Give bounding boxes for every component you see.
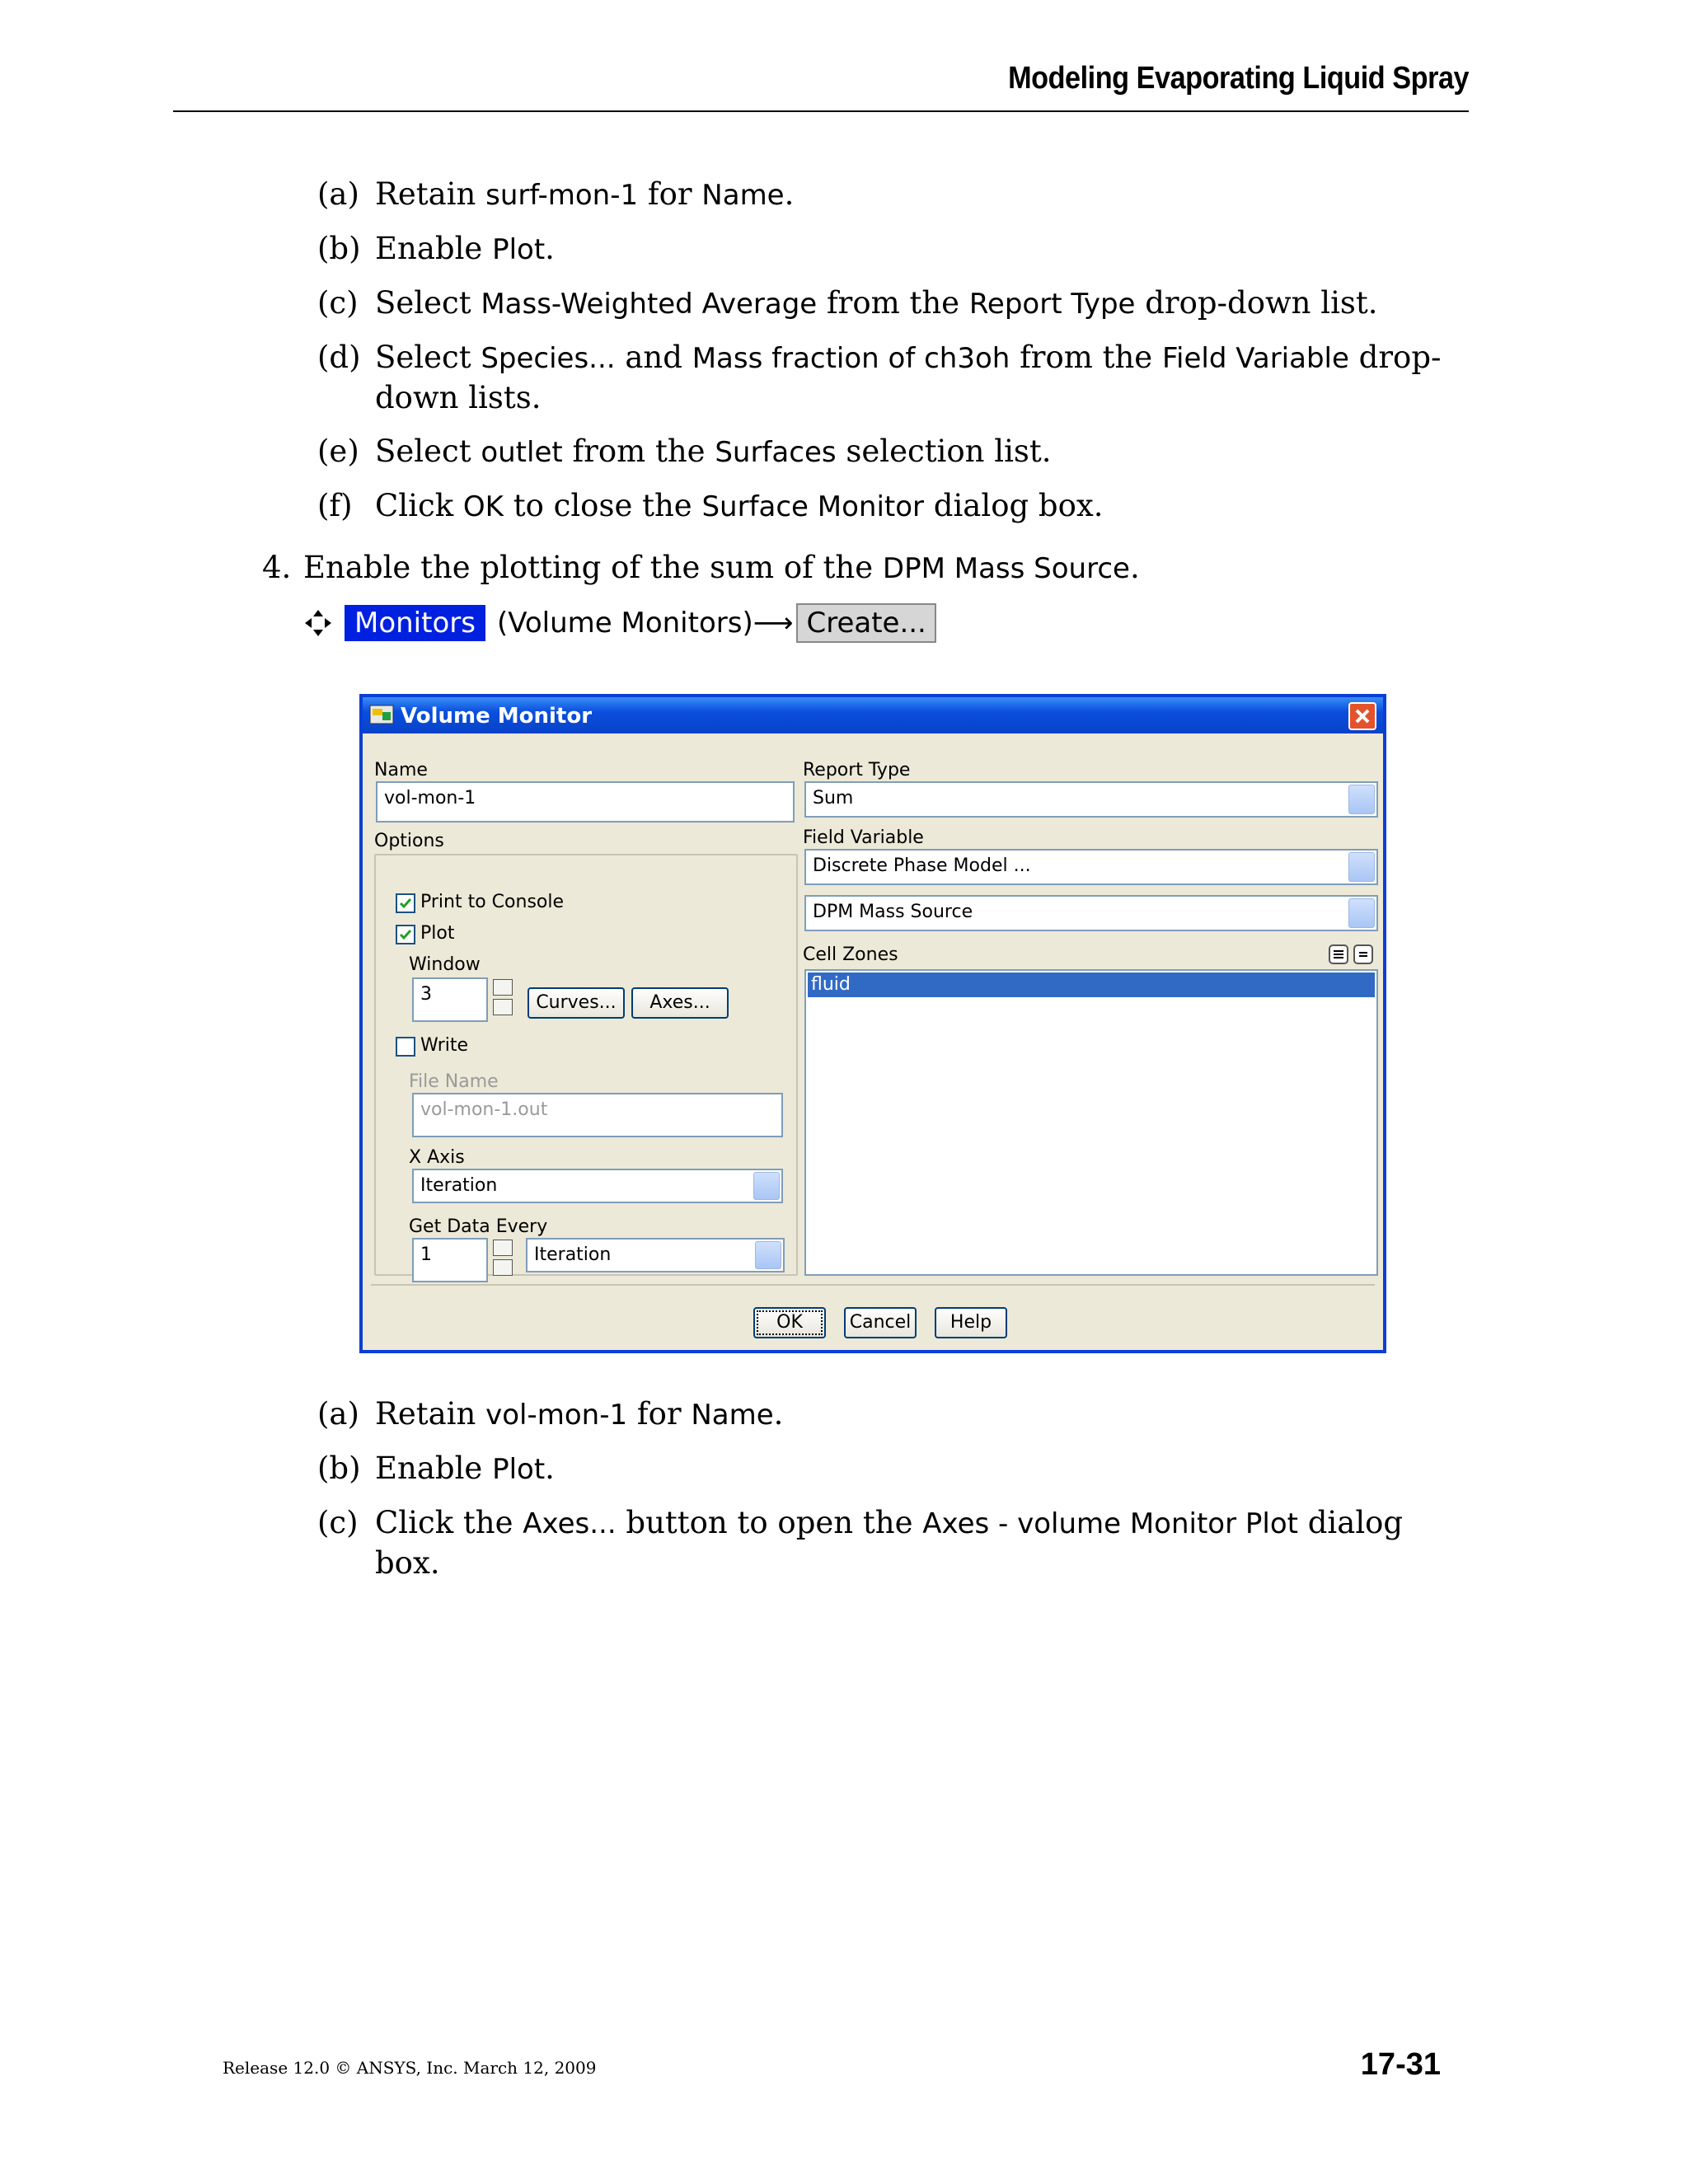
list-item-text: Enable bbox=[375, 1451, 493, 1486]
page-number: 17-31 bbox=[1360, 2047, 1441, 2082]
x-axis-dropdown[interactable] bbox=[412, 1169, 783, 1203]
list-item-text: and bbox=[615, 340, 692, 375]
list-item-text: Select bbox=[375, 340, 481, 375]
page-header bbox=[173, 58, 1469, 112]
cancel-button[interactable]: Cancel bbox=[844, 1307, 917, 1338]
ui-term: Axes - volume Monitor Plot bbox=[922, 1507, 1298, 1540]
plot-checkbox[interactable] bbox=[396, 925, 415, 944]
navigation-path bbox=[303, 602, 936, 644]
list-item-text: Select bbox=[375, 434, 481, 469]
x-axis-label: X Axis bbox=[409, 1147, 465, 1168]
list-item-text: . bbox=[773, 1396, 784, 1432]
list-item-label: (d) bbox=[317, 340, 361, 375]
write-label: Write bbox=[420, 1035, 469, 1056]
ui-term: outlet bbox=[481, 436, 563, 469]
list-item-text: dialog box. bbox=[375, 1505, 1404, 1581]
volume-monitors-label: (Volume Monitors) bbox=[496, 607, 753, 640]
report-type-value: Sum bbox=[813, 788, 854, 808]
select-all-icon[interactable] bbox=[1329, 944, 1348, 964]
ui-term: Plot bbox=[492, 1453, 546, 1486]
monitors-nav-button[interactable]: Monitors bbox=[345, 605, 485, 641]
volume-monitor-dialog bbox=[359, 694, 1386, 1353]
ui-term: vol-mon-1 bbox=[485, 1399, 628, 1432]
list-item-text: Enable bbox=[375, 231, 493, 266]
window-input[interactable]: 3 bbox=[412, 977, 488, 1022]
field-variable-label: Field Variable bbox=[803, 827, 924, 848]
cell-zone-item-fluid[interactable]: fluid bbox=[808, 972, 1375, 997]
list-item-label: (a) bbox=[317, 176, 359, 212]
create-button[interactable]: Create... bbox=[796, 603, 935, 643]
axes-button[interactable]: Axes... bbox=[631, 987, 729, 1019]
dialog-title: Volume Monitor bbox=[401, 704, 593, 729]
four-arrows-icon bbox=[303, 608, 333, 638]
deselect-all-icon[interactable] bbox=[1353, 944, 1373, 964]
ui-term: Mass-Weighted Average bbox=[481, 288, 818, 321]
list-item-text: drop-down lists. bbox=[375, 340, 1442, 415]
ui-term: Mass fraction of ch3oh bbox=[692, 342, 1010, 375]
step-4-number: 4. bbox=[262, 550, 292, 585]
checkmark-icon bbox=[398, 927, 413, 942]
name-input[interactable]: vol-mon-1 bbox=[376, 781, 795, 823]
spin-down-icon[interactable] bbox=[493, 1259, 513, 1276]
page-title: Modeling Evaporating Liquid Spray bbox=[1008, 61, 1469, 96]
report-type-dropdown[interactable] bbox=[804, 781, 1378, 818]
cell-zones-label: Cell Zones bbox=[803, 944, 898, 965]
spin-up-icon[interactable] bbox=[493, 1240, 513, 1256]
file-name-input[interactable]: vol-mon-1.out bbox=[412, 1093, 783, 1137]
chevron-down-icon[interactable] bbox=[1348, 785, 1375, 814]
step-4 bbox=[262, 548, 1140, 588]
chevron-down-icon[interactable] bbox=[755, 1241, 781, 1269]
ok-button[interactable]: OK bbox=[753, 1307, 826, 1338]
ui-term: OK bbox=[462, 490, 504, 523]
help-button[interactable]: Help bbox=[935, 1307, 1007, 1338]
field-variable-value: Discrete Phase Model ... bbox=[813, 855, 1031, 876]
list-item-text: for bbox=[638, 176, 702, 212]
plot-label: Plot bbox=[420, 923, 455, 944]
options-label: Options bbox=[374, 831, 444, 851]
list-item-text: Retain bbox=[375, 176, 486, 212]
list-item-text: . bbox=[545, 231, 555, 266]
write-checkbox[interactable] bbox=[396, 1037, 415, 1057]
list-item-text: from the bbox=[817, 285, 969, 321]
ui-term: Surfaces bbox=[715, 436, 837, 469]
get-data-every-label: Get Data Every bbox=[409, 1216, 548, 1237]
spin-up-icon[interactable] bbox=[493, 979, 513, 996]
dialog-divider bbox=[371, 1284, 1375, 1286]
report-type-label: Report Type bbox=[803, 760, 911, 780]
list-item bbox=[317, 175, 1471, 215]
close-button[interactable] bbox=[1348, 702, 1376, 730]
ui-term: Name bbox=[691, 1399, 774, 1432]
options-group bbox=[374, 854, 798, 1276]
list-item-text: dialog box. bbox=[924, 488, 1104, 523]
list-item-text: . bbox=[545, 1451, 555, 1486]
chevron-down-icon[interactable] bbox=[1348, 898, 1375, 928]
list-item bbox=[317, 229, 1471, 269]
list-item-label: (b) bbox=[317, 1451, 361, 1486]
name-label: Name bbox=[374, 760, 428, 780]
list-item-text: Click bbox=[375, 488, 463, 523]
list-item-text: selection list. bbox=[836, 434, 1052, 469]
print-to-console-checkbox[interactable] bbox=[396, 893, 415, 913]
footer-release: Release 12.0 © ANSYS, Inc. March 12, 2009 bbox=[223, 2058, 597, 2078]
list-item-text: Click the bbox=[375, 1505, 523, 1540]
list-item-text: to close the bbox=[503, 488, 702, 523]
step-4-text-end: . bbox=[1129, 550, 1140, 585]
ui-term: Report Type bbox=[968, 288, 1136, 321]
list-item bbox=[317, 1394, 1471, 1435]
file-name-label: File Name bbox=[409, 1071, 499, 1092]
get-data-every-input[interactable]: 1 bbox=[412, 1238, 488, 1282]
list-item-text: drop-down list. bbox=[1135, 285, 1378, 321]
list-item-label: (f) bbox=[317, 488, 353, 523]
list-item-text: from the bbox=[562, 434, 715, 469]
list-item bbox=[317, 1449, 1471, 1489]
list-item bbox=[317, 486, 1471, 527]
get-data-unit-value: Iteration bbox=[534, 1244, 612, 1265]
window-label: Window bbox=[409, 954, 481, 975]
ui-term: Species... bbox=[481, 342, 616, 375]
step-4-emph: DPM Mass Source bbox=[882, 552, 1130, 585]
checkmark-icon bbox=[398, 896, 413, 911]
close-icon bbox=[1350, 704, 1375, 729]
list-item-label: (a) bbox=[317, 1396, 359, 1432]
list-item-text: Select bbox=[375, 285, 481, 321]
curves-button[interactable]: Curves... bbox=[528, 987, 625, 1019]
get-data-unit-dropdown[interactable] bbox=[526, 1238, 785, 1272]
field-variable-sub-dropdown[interactable] bbox=[804, 895, 1378, 931]
ui-term: Name bbox=[701, 179, 785, 212]
ui-term: Axes... bbox=[523, 1507, 617, 1540]
list-item-text: button to open the bbox=[616, 1505, 923, 1540]
ui-term: Plot bbox=[492, 233, 546, 266]
ui-term: Field Variable bbox=[1161, 342, 1349, 375]
list-item bbox=[317, 1503, 1471, 1583]
x-axis-value: Iteration bbox=[420, 1175, 498, 1196]
dialog-titlebar bbox=[363, 697, 1383, 733]
list-item bbox=[317, 432, 1471, 472]
chevron-down-icon[interactable] bbox=[1348, 852, 1375, 882]
list-item bbox=[317, 284, 1471, 324]
ui-term: surf-mon-1 bbox=[485, 179, 639, 212]
step-4-text: Enable the plotting of the sum of the bbox=[303, 550, 883, 585]
list-item-label: (e) bbox=[317, 434, 359, 469]
list-item-label: (c) bbox=[317, 1505, 359, 1540]
field-variable-sub-value: DPM Mass Source bbox=[813, 902, 973, 922]
chevron-down-icon[interactable] bbox=[753, 1172, 780, 1200]
list-item-label: (c) bbox=[317, 285, 359, 321]
nav-arrow: ⟶ bbox=[753, 607, 794, 640]
list-item-label: (b) bbox=[317, 231, 361, 266]
cell-zones-list[interactable] bbox=[804, 969, 1378, 1276]
steps-after-list bbox=[317, 1394, 1471, 1597]
print-to-console-label: Print to Console bbox=[420, 892, 565, 912]
field-variable-dropdown[interactable] bbox=[804, 849, 1378, 885]
list-item-text: . bbox=[784, 176, 795, 212]
list-item-text: Retain bbox=[375, 1396, 486, 1432]
list-item-text: from the bbox=[1010, 340, 1162, 375]
spin-down-icon[interactable] bbox=[493, 999, 513, 1015]
steps-before-list bbox=[317, 175, 1471, 541]
list-item-text: for bbox=[627, 1396, 692, 1432]
list-item bbox=[317, 338, 1471, 418]
ui-term: Surface Monitor bbox=[701, 490, 925, 523]
app-icon bbox=[369, 704, 394, 725]
